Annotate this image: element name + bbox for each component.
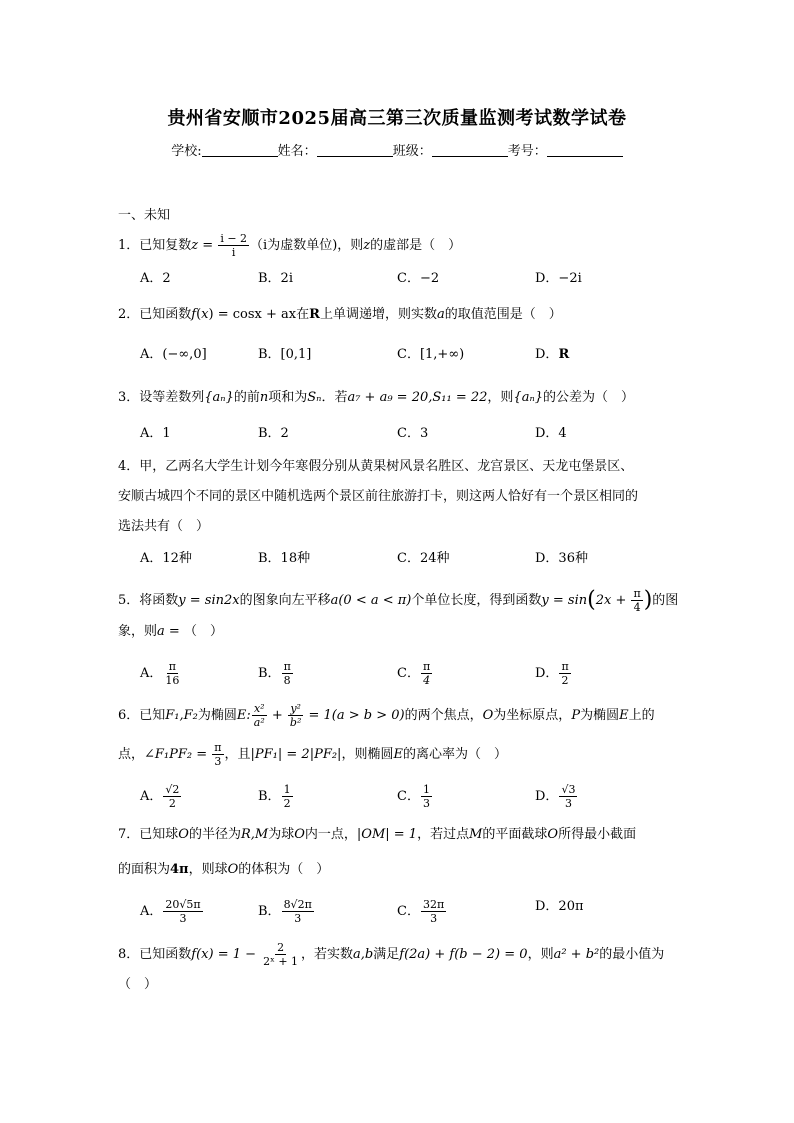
q6-xd: a² — [253, 716, 265, 729]
q3-s: Sₙ — [307, 390, 322, 405]
question-8-line-1 — [118, 941, 664, 968]
q5-text2: 的图象向左平移 — [239, 593, 331, 608]
q5-text: 5．将函数 — [118, 593, 179, 608]
q6-yd: b² — [289, 716, 302, 729]
question-4-line-2: 安顺古城四个不同的景区中随机选两个景区前往旅游打卡，则这两人恰好有一个景区相同的 — [118, 489, 639, 504]
q7-option-c[interactable] — [397, 898, 447, 925]
q3-text3: 项和为 — [268, 390, 308, 405]
q8-expr: a² + b² — [553, 947, 600, 962]
q5-cond: a(0 < a < π) — [330, 593, 412, 608]
q2-text4: 的取值范围是（ ） — [444, 307, 562, 322]
q5-option-c-frac — [421, 660, 432, 687]
q3-n: n — [259, 390, 269, 405]
q2-func: f — [191, 307, 197, 322]
q7-text: 7．已知球 — [118, 827, 179, 842]
q1-var: z — [191, 238, 199, 253]
q8-text4: ，则 — [527, 947, 554, 962]
q6-b-num: 1 — [283, 783, 291, 796]
q2-option-d-label: D． — [535, 347, 559, 362]
q8-fraction — [261, 941, 300, 968]
q7-o3: O — [547, 827, 559, 842]
q7-o4: O — [227, 862, 239, 877]
q7-option-b-label: B． — [258, 904, 281, 919]
q6-option-b[interactable] — [258, 783, 294, 810]
q2-option-c[interactable]: C．[1,+∞) — [397, 347, 465, 362]
q6-option-a-label: A． — [140, 789, 163, 804]
q5-text6: = （ ） — [164, 624, 223, 639]
q6-text: 6．已知 — [118, 708, 166, 723]
q6-a-num: √2 — [165, 783, 180, 796]
q2-real-set: R — [309, 307, 320, 322]
q5-a-den: 16 — [165, 674, 180, 687]
q1-fraction — [218, 232, 249, 259]
q3-text5: ，则 — [487, 390, 514, 405]
q6-text3: 的两个焦点， — [404, 708, 483, 723]
q6-option-d-label: D． — [535, 789, 559, 804]
q6-e: E: — [236, 708, 251, 723]
q7-text9: ，则球 — [188, 862, 228, 877]
q2-expr: = cosx + ax — [213, 307, 297, 322]
q2-text2: 在 — [296, 307, 310, 322]
q5-option-a[interactable] — [140, 660, 182, 687]
q7-b-den: 3 — [294, 912, 302, 925]
q6-frac-y — [288, 702, 303, 729]
q5-d-num: π — [561, 660, 569, 673]
q5-text5: 象，则 — [118, 624, 158, 639]
q2-lparen: ( — [196, 307, 202, 322]
q1-eq: = — [198, 238, 218, 253]
q7-option-a[interactable] — [140, 898, 204, 925]
q5-option-d[interactable] — [535, 660, 572, 687]
question-8-line-2: （ ） — [118, 977, 158, 992]
q1-frac-num: i − 2 — [220, 232, 248, 245]
q2-option-d[interactable] — [535, 346, 569, 364]
id-label: 考号： — [507, 144, 547, 159]
q8-text3: 满足 — [373, 947, 400, 962]
q7-option-a-label: A． — [140, 904, 163, 919]
school-label: 学校: — [171, 144, 202, 159]
id-blank[interactable] — [547, 144, 623, 157]
q1-option-b[interactable]: B．2i — [258, 271, 293, 286]
q7-rm: R,M — [240, 827, 269, 842]
question-2 — [118, 306, 562, 324]
q6-eq: = 1(a > b > 0) — [304, 708, 405, 723]
q5-func1: y = sin2x — [178, 593, 240, 608]
q6-option-c-label: C． — [397, 789, 420, 804]
q7-option-c-frac — [421, 898, 446, 925]
q7-text8: 的面积为 — [118, 862, 171, 877]
q6-c-den: 3 — [422, 797, 430, 810]
q8-func: f(x) = 1 − — [191, 947, 261, 962]
q2-option-d-value: R — [558, 347, 570, 362]
q6-text6: 上的 — [628, 708, 655, 723]
q5-option-a-frac — [163, 660, 181, 687]
q2-option-b[interactable]: B．[0,1] — [258, 347, 312, 362]
q7-o: O — [178, 827, 189, 842]
q7-option-c-label: C． — [397, 904, 420, 919]
q1-option-d[interactable]: D．−2i — [535, 271, 582, 286]
q8-cond: f(2a) + f(b − 2) = 0 — [399, 947, 528, 962]
q7-o2: O — [294, 827, 305, 842]
q3-text: 3．设等差数列 — [118, 390, 205, 405]
q3-option-d[interactable]: D．4 — [535, 426, 567, 441]
q5-frac-num: π — [633, 587, 641, 600]
q6-p: P — [571, 708, 581, 723]
q6-option-b-frac — [282, 783, 293, 810]
q4-option-c[interactable]: C．24种 — [397, 551, 450, 566]
q6-text2: 为椭圆 — [197, 708, 237, 723]
q5-option-b-label: B． — [258, 666, 281, 681]
q7-text5: ，若过点 — [417, 827, 470, 842]
q7-option-a-frac — [163, 898, 202, 925]
q3-seq2: {aₙ} — [513, 390, 543, 405]
name-label: 姓名： — [277, 144, 317, 159]
q4-option-a[interactable]: A．12种 — [140, 551, 192, 566]
q6-b-den: 2 — [283, 797, 291, 810]
q1-var2: z — [363, 238, 371, 253]
q5-a: a — [157, 624, 165, 639]
q7-text2: 的半径为 — [188, 827, 241, 842]
q5-func2-arg: 2x + — [595, 593, 631, 608]
q6-text10: 的离心率为（ ） — [402, 747, 507, 762]
q6-frac-angle — [212, 741, 223, 768]
q7-b-num: 8√2π — [283, 898, 312, 911]
question-1 — [118, 232, 461, 259]
question-5-line-2 — [118, 623, 223, 641]
question-4-line-1: 4．甲，乙两名大学生计划今年寒假分别从黄果树风景名胜区、龙宫景区、天龙屯堡景区、 — [118, 459, 634, 474]
q7-text3: 为球 — [268, 827, 295, 842]
q6-text8: ，且 — [224, 747, 251, 762]
q6-e3: E — [393, 747, 403, 762]
q8-text: 8．已知函数 — [118, 947, 192, 962]
q6-option-a[interactable] — [140, 783, 182, 810]
q5-option-a-label: A． — [140, 666, 163, 681]
q5-d-den: 2 — [561, 674, 569, 687]
q5-text3: 个单位长度，得到函数 — [411, 593, 542, 608]
q5-c-den: 4 — [423, 674, 431, 687]
q1-text2: （i为虚数单位)，则 — [250, 238, 364, 253]
page-title: 贵州省安顺市2025届高三第三次质量监测考试数学试卷 — [167, 108, 627, 129]
q6-option-d-frac — [559, 783, 577, 810]
q6-e2: E — [619, 708, 629, 723]
q6-a-den: 2 — [168, 797, 176, 810]
q8-ab: a,b — [353, 947, 374, 962]
q5-option-d-label: D． — [535, 666, 559, 681]
q2-a: a — [436, 307, 445, 322]
q5-b-num: π — [283, 660, 291, 673]
q6-text7: 点， — [118, 747, 145, 762]
q3-text2: 的前 — [233, 390, 260, 405]
student-info-line — [0, 140, 794, 159]
q6-option-c-frac — [421, 783, 432, 810]
q3-option-b[interactable]: B．2 — [258, 426, 289, 441]
q5-option-d-frac — [559, 660, 570, 687]
q6-frac-x — [252, 702, 267, 729]
question-6-line-1 — [118, 702, 655, 729]
q5-fraction — [631, 587, 642, 614]
q7-c-den: 3 — [430, 912, 438, 925]
q5-option-c[interactable] — [397, 660, 433, 687]
q7-text10: 的体积为（ ） — [238, 862, 330, 877]
q1-option-a[interactable]: A．2 — [140, 271, 171, 286]
q6-d-den: 3 — [564, 797, 572, 810]
q3-option-c[interactable]: C．3 — [397, 426, 429, 441]
q5-rparen: ) — [643, 587, 653, 613]
q7-c-num: 32π — [422, 898, 445, 911]
q1-frac-den: i — [231, 246, 236, 259]
section-heading: 一、未知 — [118, 208, 171, 223]
q5-c-num: π — [422, 660, 431, 673]
class-label: 班级： — [392, 144, 432, 159]
q8-text2: ，若实数 — [301, 947, 354, 962]
q7-a-num: 20√5π — [165, 898, 201, 911]
question-7-line-1 — [118, 826, 636, 844]
q2-text3: 上单调递增，则实数 — [319, 307, 437, 322]
q6-text4: 为坐标原点， — [493, 708, 572, 723]
q3-seq: {aₙ} — [204, 390, 234, 405]
q7-text4: 内一点， — [304, 827, 357, 842]
q6-angle: ∠F₁PF₂ = — [144, 747, 212, 762]
q6-option-c[interactable] — [397, 783, 433, 810]
q8-frac-num: 2 — [277, 941, 285, 954]
name-blank[interactable] — [317, 144, 393, 157]
q7-area: 4π — [170, 862, 189, 877]
q6-xn: x² — [253, 702, 265, 715]
question-3 — [118, 389, 634, 407]
q6-text9: ，则椭圆 — [341, 747, 394, 762]
q5-option-b-frac — [282, 660, 293, 687]
question-6-line-2 — [118, 741, 507, 768]
q1-text: 1．已知复数 — [118, 238, 192, 253]
q8-frac-den: 2ˣ + 1 — [263, 955, 299, 968]
q6-relation: |PF₁| = 2|PF₂| — [250, 747, 342, 762]
q3-condition: a₇ + a₉ = 20,S₁₁ = 22 — [347, 390, 488, 405]
question-4-line-3: 选法共有（ ） — [118, 519, 210, 534]
q6-option-d[interactable] — [535, 783, 578, 810]
q5-a-num: π — [168, 660, 176, 673]
q6-c-num: 1 — [422, 783, 430, 796]
q2-rparen: ) — [208, 307, 214, 322]
q1-option-c[interactable]: C．−2 — [397, 271, 440, 286]
q7-option-d[interactable]: D．20π — [535, 899, 584, 914]
q5-option-c-label: C． — [397, 666, 420, 681]
question-7-line-2 — [118, 861, 329, 879]
q2-x: x — [201, 307, 209, 322]
q7-m: M — [469, 827, 483, 842]
q7-om: |OM| = 1 — [356, 827, 418, 842]
q7-option-b-frac — [282, 898, 314, 925]
q6-yn: y² — [290, 702, 301, 715]
q5-option-b[interactable] — [258, 660, 294, 687]
q6-d-num: √3 — [561, 783, 576, 796]
q6-option-a-frac — [163, 783, 181, 810]
q6-plus: + — [267, 708, 287, 723]
q7-text6: 的平面截球 — [482, 827, 548, 842]
q2-text: 2．已知函数 — [118, 307, 192, 322]
q6-three: 3 — [214, 755, 222, 768]
q4-option-d[interactable]: D．36种 — [535, 551, 588, 566]
q3-option-a[interactable]: A．1 — [140, 426, 171, 441]
q7-option-b[interactable] — [258, 898, 315, 925]
q7-a-den: 3 — [179, 912, 187, 925]
q5-frac-den: 4 — [633, 601, 641, 614]
q5-b-den: 8 — [283, 674, 291, 687]
q5-lparen: ( — [587, 587, 596, 613]
q8-text5: 的最小值为 — [599, 947, 665, 962]
q6-o: O — [482, 708, 494, 723]
question-5-line-1 — [118, 587, 678, 614]
q3-text6: 的公差为（ ） — [542, 390, 634, 405]
q5-text4: 的图 — [652, 593, 679, 608]
q2-option-a[interactable]: A．(−∞,0] — [140, 347, 207, 362]
class-blank[interactable] — [432, 144, 508, 157]
q7-text7: 所得最小截面 — [558, 827, 637, 842]
q1-text3: 的虚部是（ ） — [370, 238, 462, 253]
q6-option-b-label: B． — [258, 789, 281, 804]
q5-func2: y = sin — [541, 593, 588, 608]
q4-option-b[interactable]: B．18种 — [258, 551, 311, 566]
q6-pi: π — [214, 741, 222, 754]
q6-foci: F₁,F₂ — [165, 708, 198, 723]
q6-text5: 为椭圆 — [580, 708, 620, 723]
school-blank[interactable] — [202, 144, 278, 157]
q3-text4: ．若 — [321, 390, 348, 405]
